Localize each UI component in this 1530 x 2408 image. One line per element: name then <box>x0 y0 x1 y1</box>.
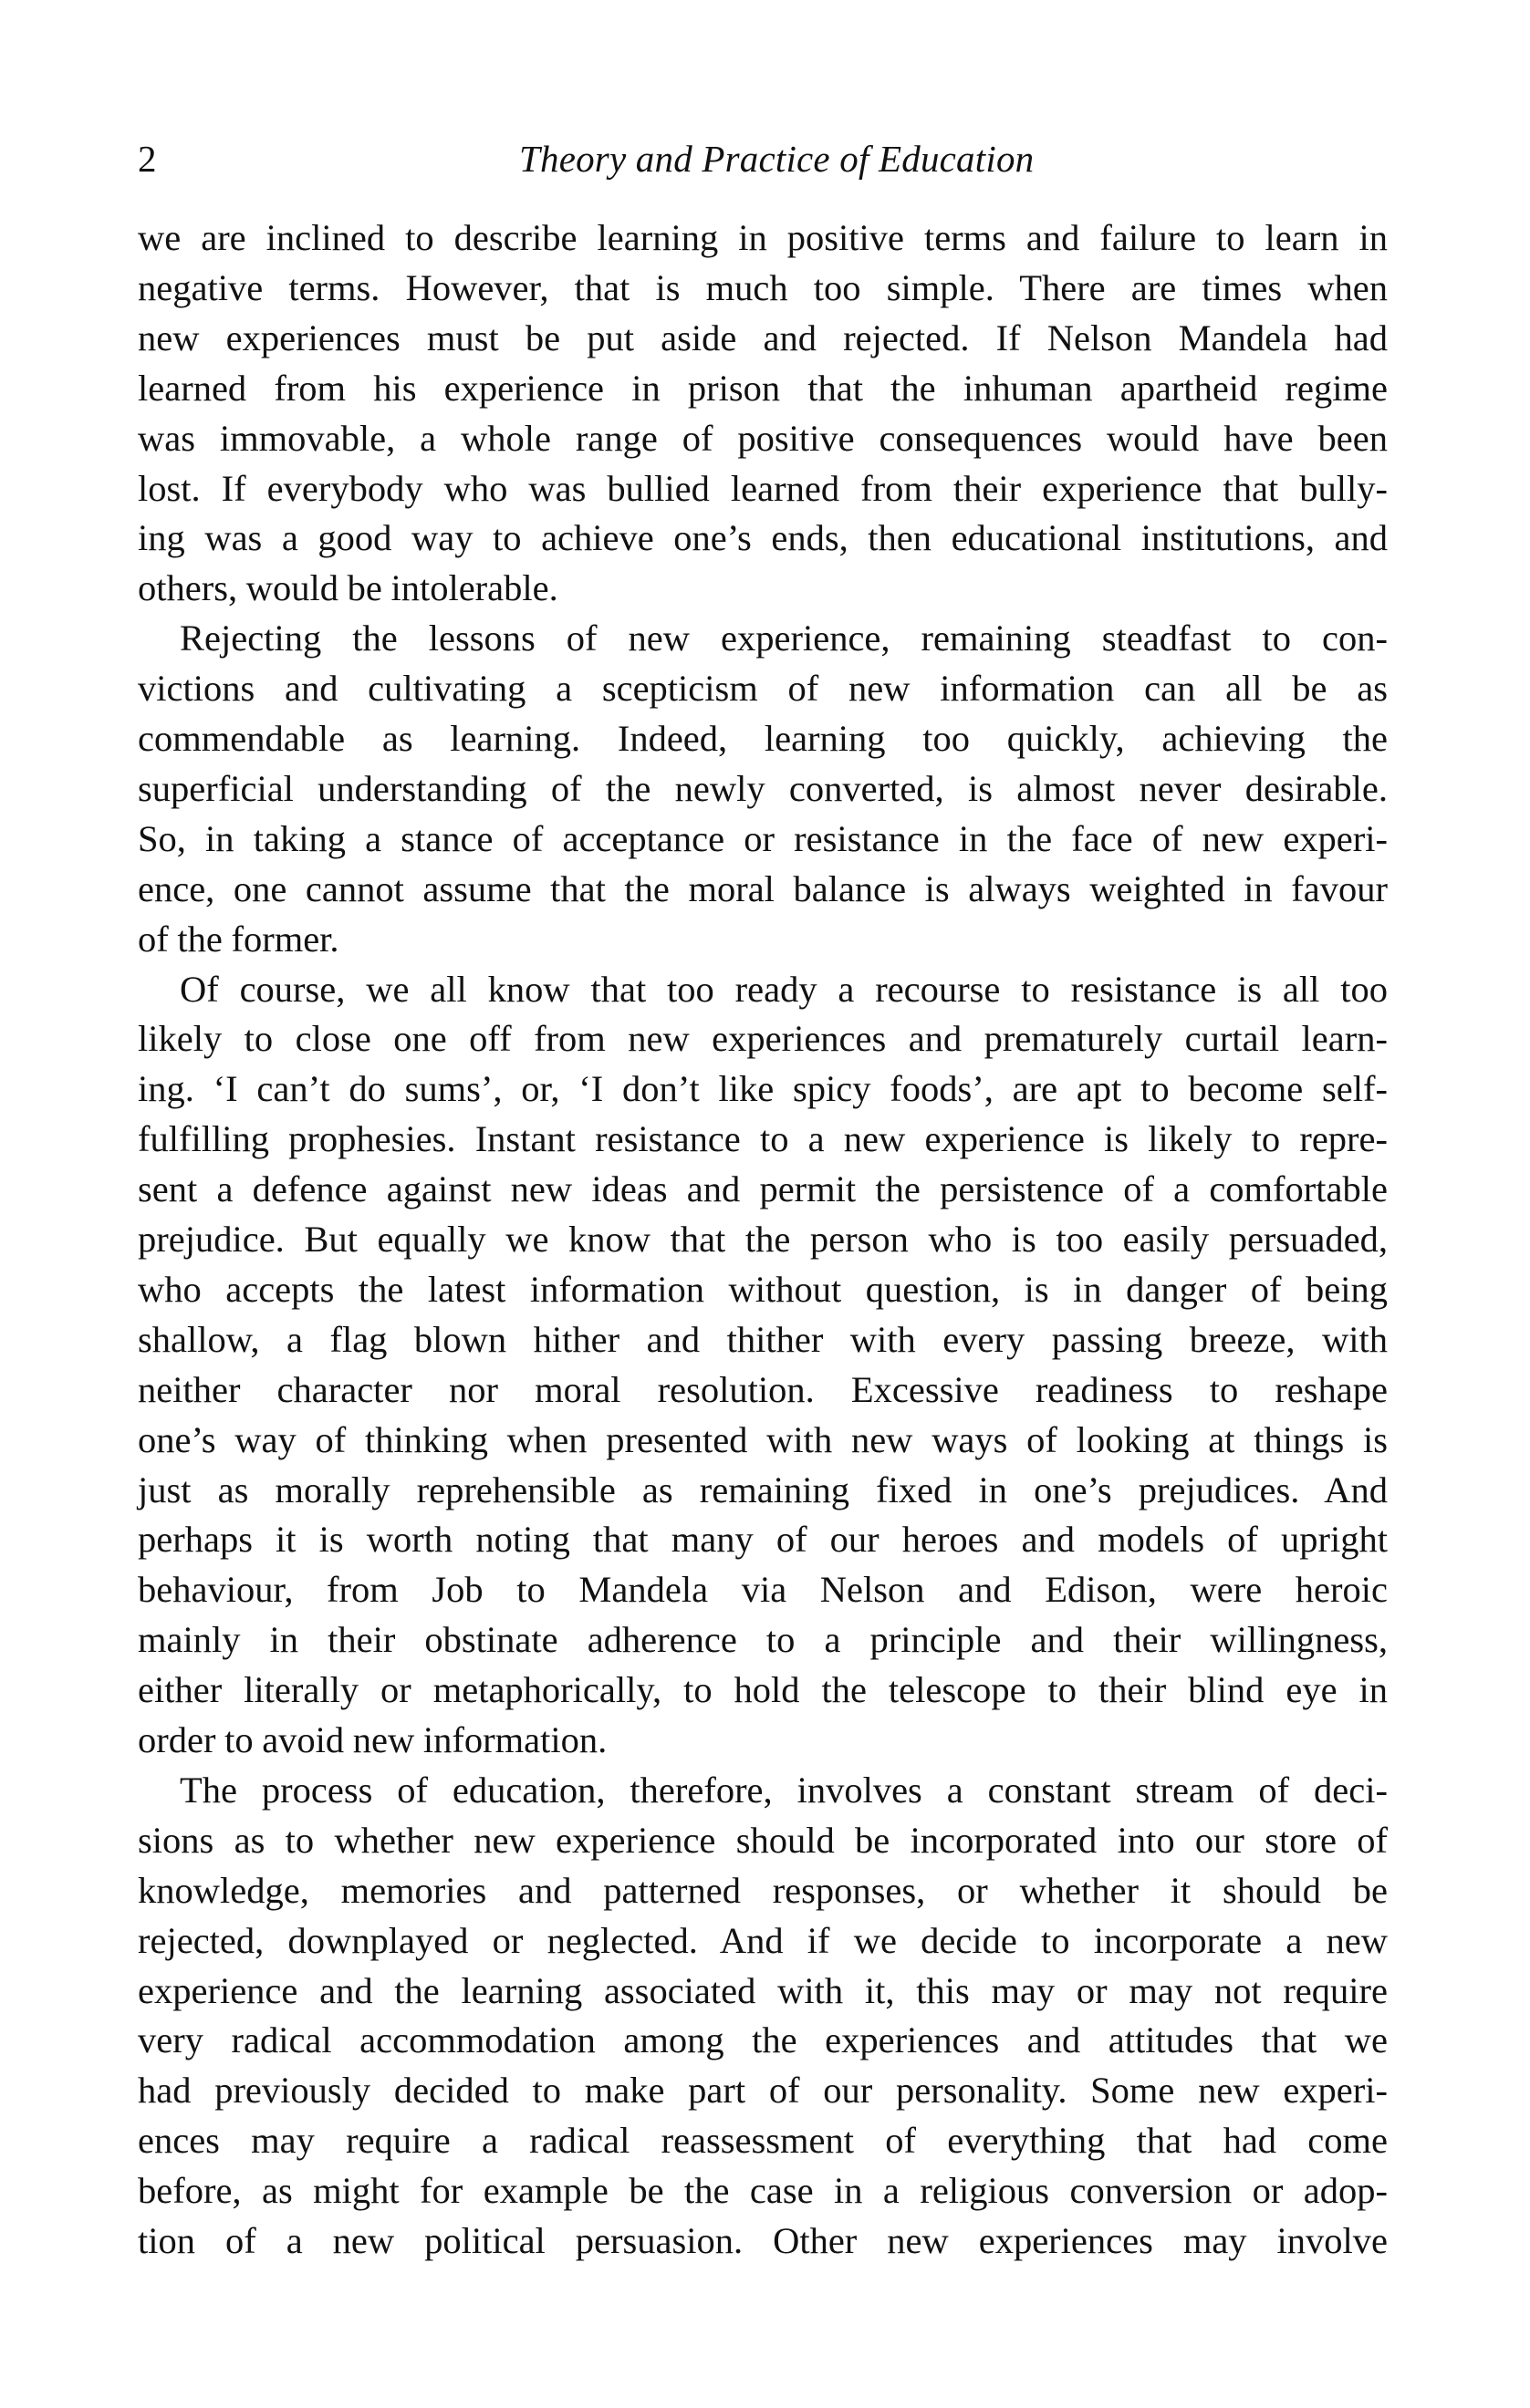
text-line: perhaps it is worth noting that many of our heroes and models of upright <box>138 1519 1388 1561</box>
text-line: experience and the learning associated with it, this may or may not require <box>138 1969 1388 2011</box>
text-line: before, as might for example be the case in a religious conversion or adop- <box>138 2170 1388 2212</box>
text-line: either literally or metaphorically, to hold the telescope to their blind eye in <box>138 1669 1388 1711</box>
text-line: likely to close one off from new experiences and prematurely curtail learn- <box>138 1018 1388 1060</box>
text-line: ing. ‘I can’t do sums’, or, ‘I don’t like spicy foods’, are apt to become self- <box>138 1068 1388 1110</box>
text-line: rejected, downplayed or neglected. And if we decide to incorporate a new <box>138 1919 1388 1961</box>
text-line: negative terms. However, that is much too simple. There are times when <box>138 266 1388 308</box>
text-line: superficial understanding of the newly converted, is almost never desirable. <box>138 767 1388 809</box>
text-line: ences may require a radical reassessment of everything that had come <box>138 2120 1388 2162</box>
running-head <box>0 0 1530 201</box>
text-line: of the former. <box>138 918 339 960</box>
page-number: 2 <box>138 138 157 180</box>
text-line: sent a defence against new ideas and permit the persistence of a comfortable <box>138 1168 1388 1210</box>
text-line: one’s way of thinking when presented with new ways of looking at things is <box>138 1418 1388 1460</box>
text-line: learned from his experience in prison that the inhuman apartheid regime <box>138 367 1388 409</box>
text-line: prejudice. But equally we know that the person who is too easily persuaded, <box>138 1219 1388 1260</box>
text-line: we are inclined to describe learning in positive terms and failure to learn in <box>138 217 1388 258</box>
text-line: new experiences must be put aside and rejected. If Nelson Mandela had <box>138 317 1388 358</box>
text-line: others, would be intolerable. <box>138 567 558 609</box>
text-line: order to avoid new information. <box>138 1719 608 1760</box>
text-line: So, in taking a stance of acceptance or resistance in the face of new experi- <box>138 817 1388 859</box>
text-line: sions as to whether new experience should be incorporated into our store of <box>138 1819 1388 1861</box>
text-line: tion of a new political persuasion. Other new experiences may involve <box>138 2220 1388 2261</box>
text-line: very radical accommodation among the experiences and attitudes that we <box>138 2019 1388 2061</box>
text-line: commendable as learning. Indeed, learning too quickly, achieving the <box>138 718 1388 759</box>
text-line: mainly in their obstinate adherence to a principle and their willingness, <box>138 1619 1388 1661</box>
text-line: behaviour, from Job to Mandela via Nelson and Edison, were heroic <box>138 1569 1388 1611</box>
text-line: victions and cultivating a scepticism of new information can all be as <box>138 668 1388 710</box>
text-line: ing was a good way to achieve one’s ends, then educational institutions, and <box>138 517 1388 559</box>
text-line: Rejecting the lessons of new experience, remaining steadfast to con- <box>180 618 1388 659</box>
text-line: neither character nor moral resolution. Excessive readiness to reshape <box>138 1368 1388 1410</box>
text-line: Of course, we all know that too ready a recourse to resistance is all too <box>180 968 1388 1010</box>
text-line: lost. If everybody who was bullied learned from their experience that bully- <box>138 467 1388 509</box>
text-line: fulfilling prophesies. Instant resistance to a new experience is likely to repre- <box>138 1118 1388 1160</box>
text-line: had previously decided to make part of our personality. Some new experi- <box>138 2070 1388 2112</box>
text-line: was immovable, a whole range of positive consequences would have been <box>138 417 1388 459</box>
book-title: Theory and Practice of Education <box>519 138 1035 180</box>
text-line: shallow, a flag blown hither and thither with every passing breeze, with <box>138 1318 1388 1360</box>
text-line: just as morally reprehensible as remaining fixed in one’s prejudices. And <box>138 1469 1388 1510</box>
text-line: who accepts the latest information without question, is in danger of being <box>138 1268 1388 1310</box>
text-line: knowledge, memories and patterned responses, or whether it should be <box>138 1869 1388 1911</box>
text-line: The process of education, therefore, involves a constant stream of deci- <box>180 1769 1388 1811</box>
text-line: ence, one cannot assume that the moral balance is always weighted in favour <box>138 867 1388 909</box>
